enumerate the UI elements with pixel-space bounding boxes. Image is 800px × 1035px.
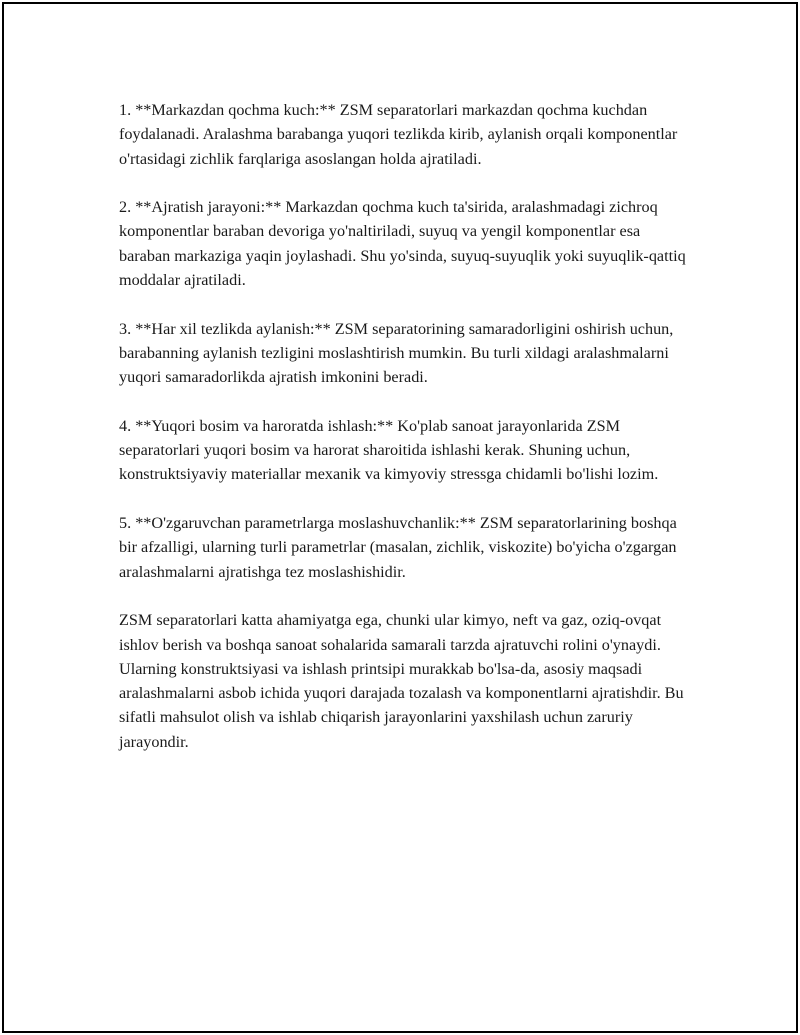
paragraph-adaptability: 5. **O'zgaruvchan parametrlarga moslashuvchanlik:** ZSM separatorlarining boshqa bir afzalligi, ularning turli parametrlar (masalan, zichlik, viskozite) bo'yicha o'zgargan aralashmalarni ajratishga tez moslashishidir. <box>119 514 677 581</box>
paragraph-variable-speed: 3. **Har xil tezlikda aylanish:** ZSM separatorining samaradorligini oshirish uchun, barabanning aylanish tezligini moslashtirish mumkin. Bu turli xildagi aralashmalarni yuqori samaradorlikda ajratish imkonini beradi. <box>119 319 674 387</box>
paragraph-separation-process: 2. **Ajratish jarayoni:** Markazdan qochma kuch ta'sirida, aralashmadagi zichroq komponentlar baraban devoriga yo'naltiriladi, suyuq va yengil komponentlar esa baraban markaziga yaqin joylashadi. Shu yo'sinda, suyuq-suyuqlik yoki suyuqlik-qattiq moddalar ajratiladi. <box>119 198 686 290</box>
document-body <box>119 98 689 754</box>
paragraph-conclusion: ZSM separatorlari katta ahamiyatga ega, chunki ular kimyo, neft va gaz, oziq-ovqat ishlov berish va boshqa sanoat sohalarida samarali tarzda ajratuvchi rolini o'ynaydi. Ularning konstruktsiyasi va ishlash printsipi murakkab bo'lsa-da, asosiy maqsadi aralashmalarni asbob ichida yuqori darajada tozalash va komponentlarni ajratishdir. Bu sifatli mahsulot olish va ishlab chiqarish jarayonlarini yaxshilash uchun zaruriy jarayondir. <box>119 611 684 751</box>
document-page <box>2 2 798 1033</box>
paragraph-high-pressure: 4. **Yuqori bosim va haroratda ishlash:** Ko'plab sanoat jarayonlarida ZSM separatorlari yuqori bosim va harorat sharoitida ishlashi kerak. Shuning uchun, konstruktsiyaviy materiallar mexanik va kimyoviy stressga chidamli bo'lishi lozim. <box>119 416 659 484</box>
paragraph-centrifugal-force: 1. **Markazdan qochma kuch:** ZSM separatorlari markazdan qochma kuchdan foydalanadi. Aralashma barabanga yuqori tezlikda kirib, aylanish orqali komponentlar o'rtasidagi zichlik farqlariga asoslangan holda ajratiladi. <box>119 101 678 168</box>
